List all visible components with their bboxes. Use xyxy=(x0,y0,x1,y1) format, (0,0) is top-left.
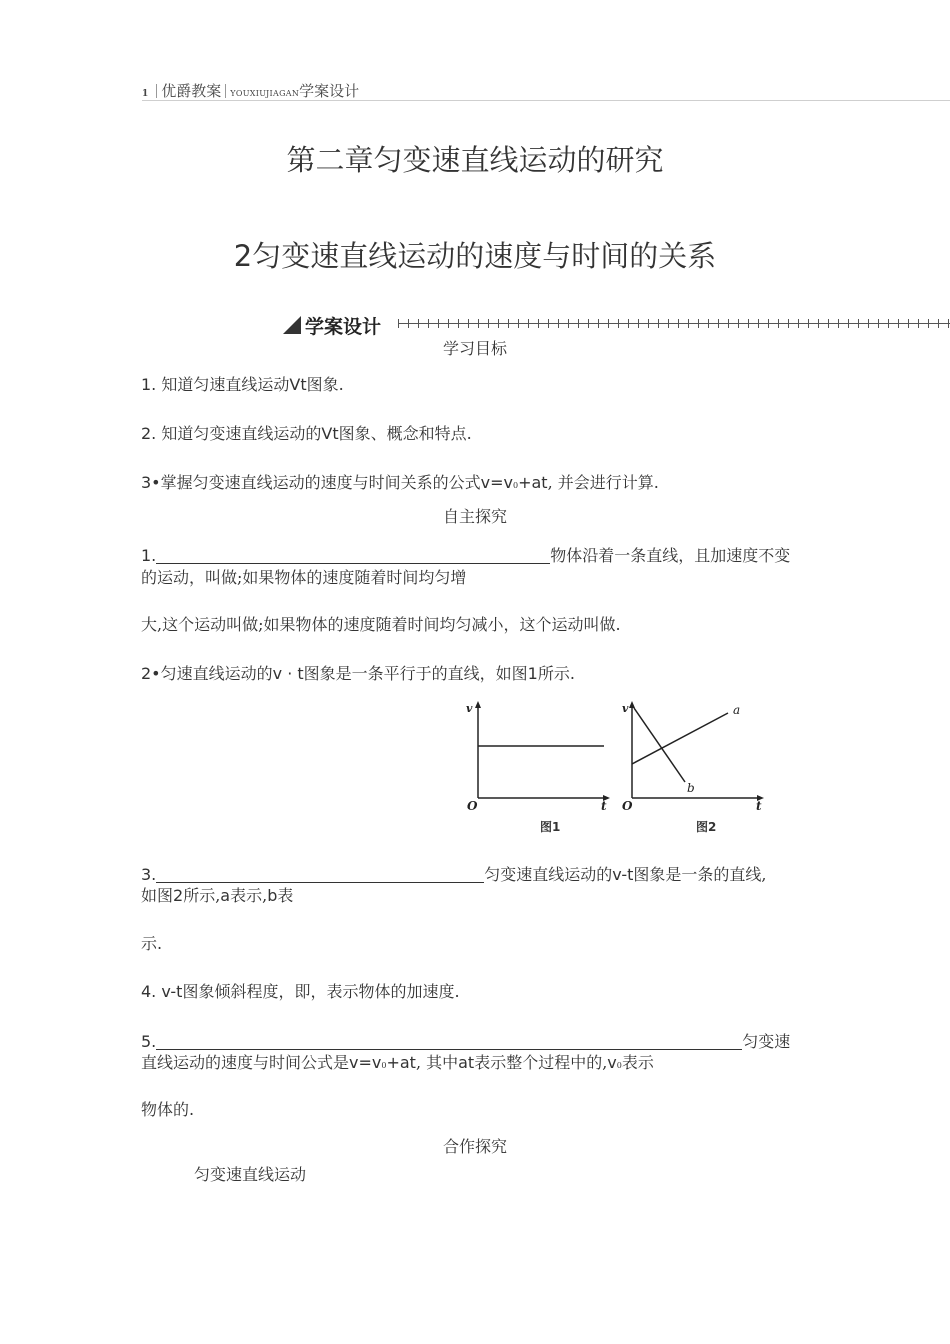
figure-svg xyxy=(458,698,770,838)
q3-answer-blank[interactable] xyxy=(156,866,484,883)
section-number: 2 xyxy=(233,239,253,273)
header-divider xyxy=(225,84,226,98)
banner-rule xyxy=(398,323,950,324)
page-header xyxy=(142,80,950,101)
banner-title: 学案设计 xyxy=(305,316,382,338)
section-banner xyxy=(283,310,950,338)
chapter-title: 第二章匀变速直线运动的研究 xyxy=(286,143,664,177)
goals-heading: 学习目标 xyxy=(442,339,507,358)
fig2-y-label: v xyxy=(622,702,629,715)
header-brand-pinyin: YOUXIUJIAGAN xyxy=(230,89,300,98)
goal-item-3: 3•掌握匀变速直线运动的速度与时间关系的公式v=v0+at, 并会进行计算. xyxy=(141,473,659,492)
q5-line-1: 5. 匀变速 xyxy=(141,1032,791,1051)
q3-line-1: 3. 匀变速直线运动的v-t图象是一条的直线, xyxy=(141,865,767,884)
header-divider xyxy=(156,84,157,98)
fig2-x-label: t xyxy=(756,799,762,813)
fig2-y-arrow xyxy=(629,701,635,708)
q1-line-2: 的运动，叫做;如果物体的速度随着时间均匀增 xyxy=(141,568,467,587)
q1-line-1: 1. 物体沿着一条直线，且加速度不变 xyxy=(141,546,791,565)
fig2-origin-label: O xyxy=(622,799,633,813)
cooperative-subheading: 匀变速直线运动 xyxy=(194,1165,307,1184)
section-title-text: 匀变速直线运动的速度与时间的关系 xyxy=(252,239,717,273)
cooperative-heading: 合作探究 xyxy=(442,1137,507,1156)
q3-line-2: 如图2所示,a表示,b表 xyxy=(141,886,294,905)
goal-item-1: 1. 知道匀速直线运动Vt图象. xyxy=(141,375,344,394)
header-brand: 优爵教案 xyxy=(161,82,222,100)
q2-text: 2•匀速直线运动的v · t图象是一条平行于的直线，如图1所示. xyxy=(141,664,575,683)
fig2-line-b xyxy=(634,708,685,782)
fig2-line-a-label: a xyxy=(733,703,741,717)
banner-triangle-icon xyxy=(283,316,301,334)
q3-line-3: 示. xyxy=(141,934,163,953)
goal-item-2: 2. 知道匀变速直线运动的Vt图象、概念和特点. xyxy=(141,424,472,443)
self-study-heading: 自主探究 xyxy=(442,507,507,526)
fig1-y-label: v xyxy=(466,702,473,715)
q1-answer-blank[interactable] xyxy=(156,547,550,564)
header-doc-type: 学案设计 xyxy=(299,82,360,100)
fig2-line-a xyxy=(632,713,728,764)
page-number: 1 xyxy=(142,89,149,99)
q5-answer-blank[interactable] xyxy=(156,1033,742,1050)
fig1-y-arrow xyxy=(475,701,481,708)
q1-line-3: 大,这个运动叫做;如果物体的速度随着时间均匀减小，这个运动叫做. xyxy=(141,615,621,634)
fig2-caption: 图2 xyxy=(696,820,717,834)
fig2-line-b-label: b xyxy=(687,781,695,795)
figure-v-t-graphs xyxy=(458,698,770,838)
fig1-x-label: t xyxy=(601,799,607,813)
q4-text: 4. v-t图象倾斜程度，即，表示物体的加速度. xyxy=(141,982,460,1001)
fig1-origin-label: O xyxy=(467,799,478,813)
q5-line-2: 直线运动的速度与时间公式是v=v0+at, 其中at表示整个过程中的,v0表示 xyxy=(141,1053,654,1072)
q5-line-3: 物体的. xyxy=(141,1100,195,1119)
section-title xyxy=(0,234,950,275)
fig1-caption: 图1 xyxy=(540,820,561,834)
